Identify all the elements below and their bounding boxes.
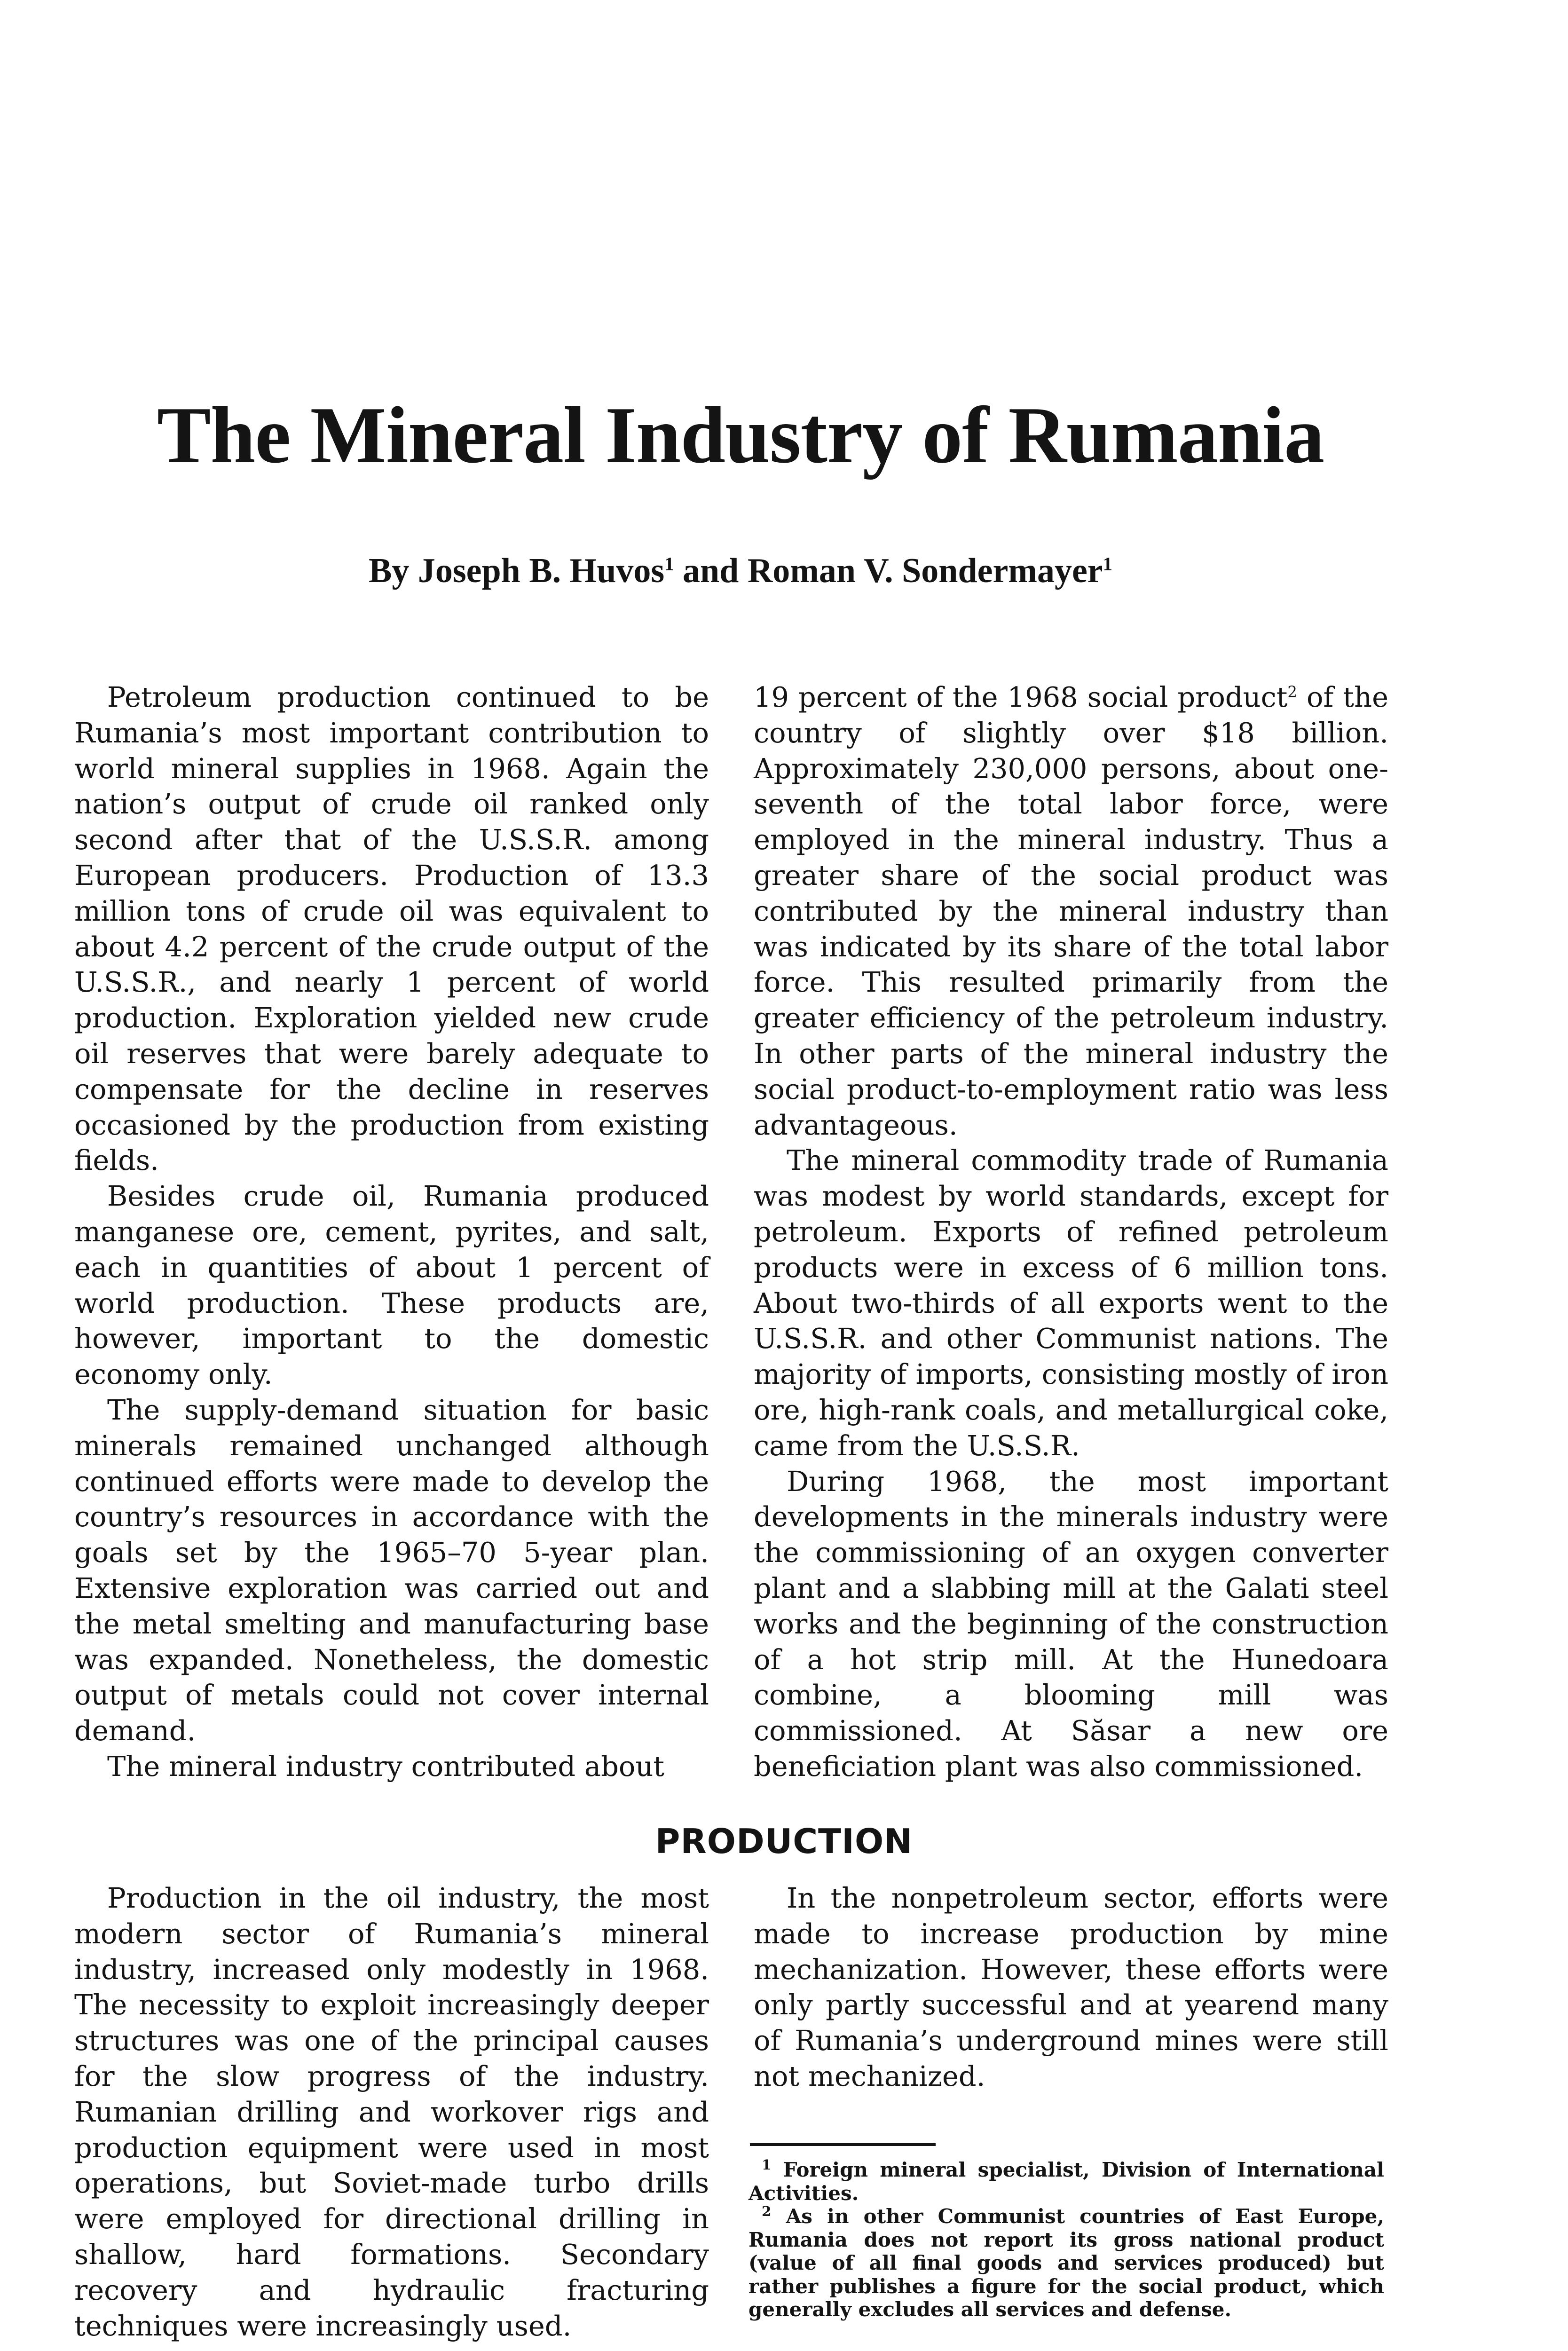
paragraph: The supply-demand situation for basic minerals remained unchanged although continued efforts were made to develop the country’s resources in accordance with the goals set by the 1965–70 5-year plan. Extensive exploration was carried out and the metal smelting and manufacturing base was expanded. Nonetheless, the domestic output of metals could not cover internal demand. [74, 1393, 709, 1747]
author-name: Joseph B. Huvos [418, 552, 665, 590]
footnote-text: As in other Communist countries of East Europe, Rumania does not report its gross national product (value of all final goods and services produced) but rather publishes a figure for the social product, which generally excludes all services and defense. [749, 2205, 1384, 2321]
author-name: Roman V. Sondermayer [747, 552, 1103, 590]
paragraph-continued [754, 679, 1388, 1143]
paragraph-text: 19 percent of the 1968 social product [754, 681, 1288, 713]
footnotes [749, 2158, 1384, 2321]
paragraph-text: of the country of slightly over $18 billion. Approximately 230,000 persons, about one-seventh of the total labor force, were employed in the mineral industry. Thus a greater share of the social product was contributed by the mineral industry than was indicated by its share of the total labor force. This resulted primarily from the greater efficiency of the petroleum industry. In other parts of the mineral industry the social product-to-employment ratio was less advantageous. [754, 681, 1388, 1141]
footnote-ref: 2 [1287, 683, 1298, 701]
footnote-ref: 1 [1103, 553, 1112, 575]
byline-by: By [369, 552, 410, 590]
footnote-divider [750, 2143, 936, 2146]
section-heading-production: PRODUCTION [655, 1822, 913, 1861]
paragraph: The mineral commodity trade of Rumania was modest by world standards, except for petroleum. Exports of refined petroleum products were in excess of 6 million tons. About two-thirds of all exports went to the U.S.S.R. and other Communist nations. The majority of imports, consisting mostly of iron ore, high-rank coals, and metallurgical coke, came from the U.S.S.R. [754, 1144, 1388, 1462]
production-column-left [74, 1880, 709, 2343]
intro-column-left [74, 679, 709, 1784]
paragraph: Petroleum production continued to be Rumania’s most important contribution to world mineral supplies in 1968. Again the nation’s output of crude oil ranked only second after that of the U.S.S.R. among European producers. Production of 13.3 million tons of crude oil was equivalent to about 4.2 percent of the crude output of the U.S.S.R., and nearly 1 percent of world production. Exploration yielded new crude oil reserves that were barely adequate to compensate for the decline in reserves occasioned by the production from existing fields. [74, 681, 709, 1177]
paragraph: The mineral industry contributed about [107, 1750, 665, 1783]
paragraph: Besides crude oil, Rumania produced manganese ore, cement, pyrites, and salt, each in quantities of about 1 percent of world production. These products are, however, important to the domestic economy only. [74, 1180, 709, 1391]
byline [118, 551, 1363, 591]
article-title: The Mineral Industry of Rumania [157, 391, 1324, 480]
footnote [749, 2205, 1384, 2321]
byline-and: and [683, 552, 739, 590]
footnote-mark: 1 [762, 2156, 772, 2173]
footnote-mark: 2 [762, 2203, 772, 2219]
footnote-text: Foreign mineral specialist, Division of International Activities. [749, 2158, 1384, 2205]
intro-column-right [754, 679, 1388, 1784]
footnote [749, 2158, 1384, 2205]
footnote-ref: 1 [664, 553, 674, 575]
paragraph: Production in the oil industry, the most modern sector of Rumania’s mineral industry, increased only modestly in 1968. The necessity to exploit increasingly deeper structures was one of the principal causes for the slow progress of the industry. Rumanian drilling and workover rigs and production equipment were used in most operations, but Soviet-made turbo drills were employed for directional drilling in shallow, hard formations. Secondary recovery and hydraulic fracturing techniques were increasingly used. [74, 1882, 709, 2342]
paragraph: During 1968, the most important developments in the minerals industry were the commissioning of an oxygen converter plant and a slabbing mill at the Galati steel works and the beginning of the construction of a hot strip mill. At the Hunedoara combine, a blooming mill was commissioned. At Săsar a new ore beneficiation plant was also commissioned. [754, 1465, 1388, 1783]
paragraph: In the nonpetroleum sector, efforts were made to increase production by mine mechanization. However, these efforts were only partly successful and at yearend many of Rumania’s underground mines were still not mechanized. [754, 1882, 1388, 2092]
production-column-right [754, 1880, 1388, 2094]
